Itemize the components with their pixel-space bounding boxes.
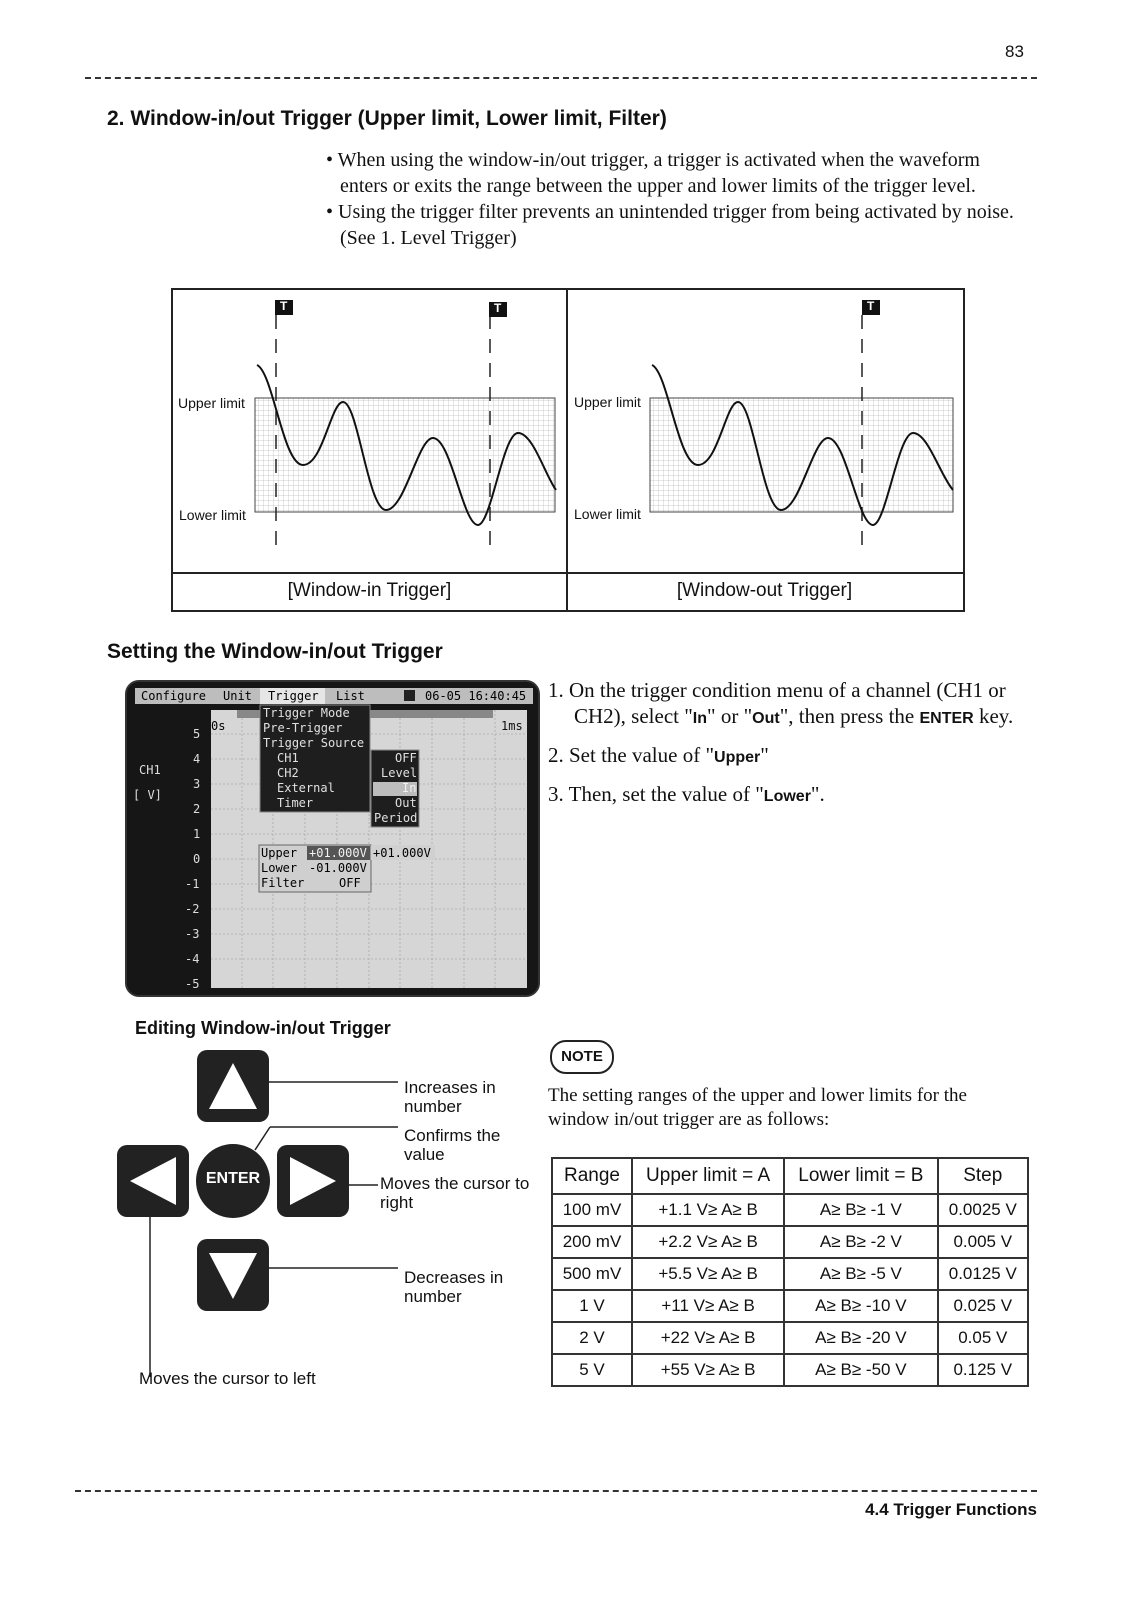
table-cell: 0.025 V [938, 1290, 1028, 1322]
menu-trigger-mode[interactable]: Trigger Mode [263, 706, 350, 720]
menu-trigger-source[interactable]: Trigger Source [263, 736, 365, 750]
setting-title: Setting the Window-in/out Trigger [107, 640, 443, 663]
step-1: 1. On the trigger condition menu of a channel (CH1 or CH2), select "In" or "Out", then press the ENTER key. [548, 678, 1014, 728]
table-cell: 0.125 V [938, 1354, 1028, 1386]
table-cell: 100 mV [552, 1194, 632, 1226]
battery-icon [404, 690, 415, 701]
y-tick: 3 [193, 777, 201, 791]
source-timer[interactable]: Timer [277, 796, 314, 810]
bullet-item: • When using the window-in/out trigger, a trigger is activated when the waveform enters or exits the range between the upper and lower limits of the trigger level. [326, 149, 980, 197]
table-cell: +22 V≥ A≥ B [632, 1322, 784, 1354]
table-cell: Range [552, 1158, 632, 1194]
table-cell: 0.0125 V [938, 1258, 1028, 1290]
window-out-waveform [568, 290, 961, 572]
table-cell: 200 mV [552, 1226, 632, 1258]
range-table [551, 1157, 1029, 1387]
option-out[interactable]: Out [395, 796, 417, 810]
upper-limit-label: Upper limit [178, 395, 245, 411]
option-period[interactable]: Period [374, 811, 418, 825]
up-key-label: Increases in number [404, 1078, 496, 1116]
table-cell: Upper limit = A [632, 1158, 784, 1194]
window-band [650, 398, 953, 512]
time-end: 1ms [501, 719, 523, 733]
right-key-label: Moves the cursor to right [380, 1174, 530, 1212]
note-text: The setting ranges of the upper and lower limits for the window in/out trigger are as follows: [548, 1085, 967, 1130]
header-rule [85, 77, 1037, 79]
option-in[interactable]: In [402, 781, 417, 795]
unit-label: [ V] [133, 788, 162, 802]
marker-letter: T [867, 299, 875, 313]
left-key-label: Moves the cursor to left [139, 1369, 316, 1388]
device-screen [125, 680, 540, 997]
tab-configure[interactable]: Configure [141, 689, 207, 703]
upper-edit-value[interactable]: +01.000V [373, 846, 431, 860]
step-3: 3. Then, set the value of "Lower". [548, 782, 825, 806]
marker-letter: T [280, 299, 288, 313]
screen-display [127, 682, 538, 995]
footer-rule [75, 1490, 1037, 1492]
table-cell: +1.1 V≥ A≥ B [632, 1194, 784, 1226]
enter-key-desc: Confirms the value [404, 1126, 501, 1164]
y-tick: 4 [193, 752, 201, 766]
upper-label: Upper [261, 846, 298, 860]
table-cell: 2 V [552, 1322, 632, 1354]
table-cell: Step [938, 1158, 1028, 1194]
window-band [255, 398, 555, 512]
lower-limit-label: Lower limit [179, 507, 246, 523]
table-cell: A≥ B≥ -10 V [784, 1290, 937, 1322]
table-cell: 0.05 V [938, 1322, 1028, 1354]
tab-list[interactable]: List [336, 689, 365, 703]
table-cell: 5 V [552, 1354, 632, 1386]
lower-value[interactable]: -01.000V [309, 861, 367, 875]
table-row [552, 1322, 1028, 1354]
table-cell: Lower limit = B [784, 1158, 937, 1194]
upper-value[interactable]: +01.000V [309, 846, 367, 860]
page-number: 83 [1005, 42, 1024, 61]
y-tick: 5 [193, 727, 201, 741]
key-diagram [110, 1045, 410, 1390]
table-cell: 0.0025 V [938, 1194, 1028, 1226]
channel-label: CH1 [139, 763, 161, 777]
source-ch2[interactable]: CH2 [277, 766, 299, 780]
table-row [552, 1226, 1028, 1258]
table-cell: A≥ B≥ -1 V [784, 1194, 937, 1226]
table-cell: +11 V≥ A≥ B [632, 1290, 784, 1322]
upper-limit-label: Upper limit [574, 394, 641, 410]
source-ch1[interactable]: CH1 [277, 751, 299, 765]
table-cell: 1 V [552, 1290, 632, 1322]
table-cell: A≥ B≥ -5 V [784, 1258, 937, 1290]
caption-divider [173, 572, 963, 574]
y-tick: 2 [193, 802, 201, 816]
option-off[interactable]: OFF [395, 751, 417, 765]
editing-title: Editing Window-in/out Trigger [135, 1018, 391, 1038]
enter-key-label: ENTER [205, 1170, 261, 1187]
table-cell: +2.2 V≥ A≥ B [632, 1226, 784, 1258]
y-tick: -1 [185, 877, 200, 891]
filter-value[interactable]: OFF [339, 876, 361, 890]
table-header-row [552, 1158, 1028, 1194]
section-title: 2. Window-in/out Trigger (Upper limit, Lower limit, Filter) [107, 107, 667, 130]
bullet-item: • Using the trigger filter prevents an unintended trigger from being activated by noise. (See 1. Level Trigger) [326, 201, 1014, 249]
y-tick: -5 [185, 977, 200, 991]
marker-letter: T [494, 301, 502, 315]
caption-window-in: [Window-in Trigger] [287, 580, 452, 601]
footer-title: 4.4 Trigger Functions [865, 1500, 1037, 1519]
lower-limit-label: Lower limit [574, 506, 641, 522]
table-cell: A≥ B≥ -20 V [784, 1322, 937, 1354]
source-external[interactable]: External [277, 781, 335, 795]
down-key-label: Decreases in number [404, 1268, 504, 1306]
intro-bullets [322, 147, 1032, 251]
y-tick: -4 [185, 952, 200, 966]
table-row [552, 1258, 1028, 1290]
y-tick: -2 [185, 902, 200, 916]
option-level[interactable]: Level [381, 766, 418, 780]
menu-pre-trigger[interactable]: Pre-Trigger [263, 721, 343, 735]
table-cell: +55 V≥ A≥ B [632, 1354, 784, 1386]
table-cell: 0.005 V [938, 1226, 1028, 1258]
step-2: 2. Set the value of "Upper" [548, 743, 769, 767]
time-start: 0s [211, 719, 226, 733]
lower-label: Lower [261, 861, 298, 875]
table-row [552, 1354, 1028, 1386]
note-badge: NOTE [550, 1040, 614, 1074]
screen-datetime: 06-05 16:40:45 [425, 689, 527, 703]
table-cell: A≥ B≥ -2 V [784, 1226, 937, 1258]
y-tick: -3 [185, 927, 200, 941]
table-row [552, 1194, 1028, 1226]
table-cell: 500 mV [552, 1258, 632, 1290]
window-in-waveform [173, 290, 566, 572]
table-cell: +5.5 V≥ A≥ B [632, 1258, 784, 1290]
table-cell: A≥ B≥ -50 V [784, 1354, 937, 1386]
caption-window-out: [Window-out Trigger] [676, 580, 853, 601]
y-tick: 1 [193, 827, 201, 841]
setting-steps [548, 677, 1018, 820]
tab-trigger[interactable]: Trigger [268, 689, 319, 703]
table-row [552, 1290, 1028, 1322]
filter-label: Filter [261, 876, 305, 890]
y-tick: 0 [193, 852, 201, 866]
tab-unit[interactable]: Unit [223, 689, 252, 703]
